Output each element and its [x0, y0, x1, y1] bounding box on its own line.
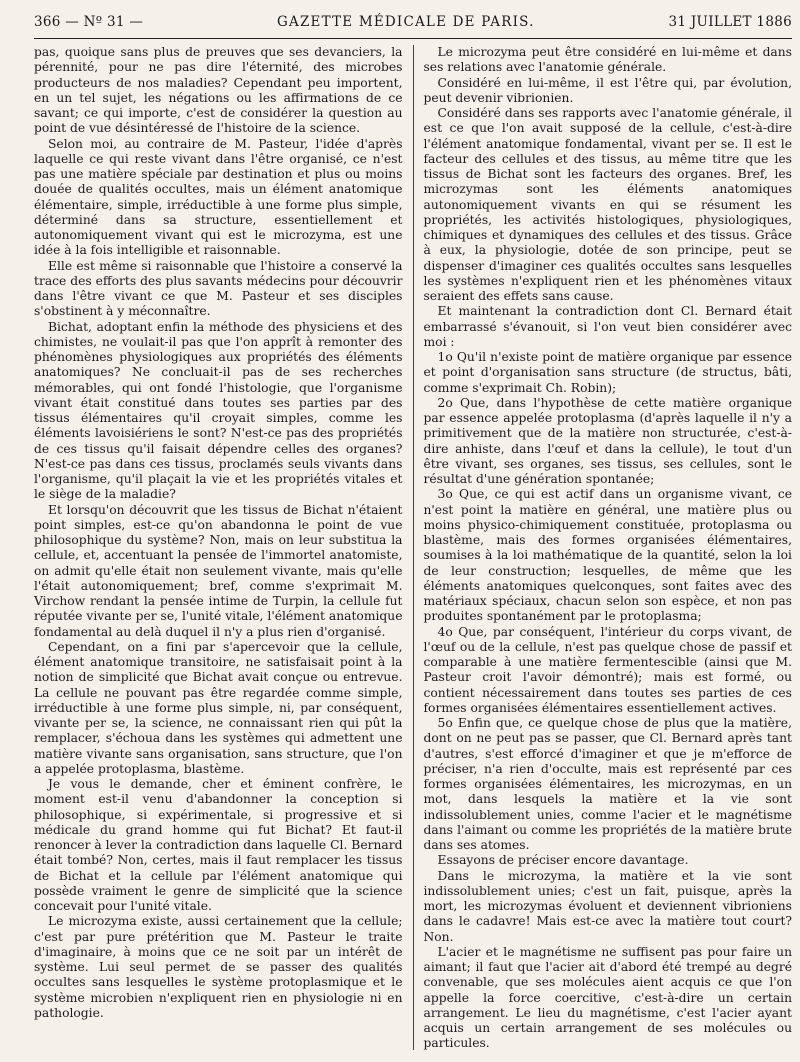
article-columns	[34, 45, 792, 1050]
numbered-point: 4o Que, par conséquent, l'intérieur du corps vivant, de l'œuf ou de la cellule, n'est pas quelque chose de passif et comparable à une matière fermentescible (ainsi que M. Pasteur croit l'avoir démontré); mais est formé, ou contient nécessairement dans toutes ses parties de ces formes organisées élémentaires essentiellement actives.	[423, 624, 792, 715]
paragraph: pas, quoique sans plus de preuves que ses devanciers, la pérennité, pour ne pas dire l'éternité, des microbes producteurs de nos maladies? Cependant peu importent, en un tel sujet, les négations ou les affirmations de ce savant; ce qui importe, c'est de considérer la question au point de vue désintéressé de l'histoire de la science.	[34, 45, 403, 136]
paragraph: Je vous le demande, cher et éminent confrère, le moment est-il venu d'abandonner la conception si philosophique, si expérimentale, si progressive et si médicale du grand homme qui fut Bichat? Et faut-il renoncer à lever la contradiction dans laquelle Cl. Bernard était tombé? Non, certes, mais il faut remplacer les tissus de Bichat et la cellule par l'élément anatomique qui possède vraiment le genre de simplicité que la science concevait pour l'unité vitale.	[34, 777, 403, 913]
numbered-point: 2o Que, dans l'hypothèse de cette matière organique par essence appelée protoplasma (d'après laquelle il n'y a primitivement que de la matière non structurée, c'est-à-dire anhiste, dans l'œuf et dans la cellule), le tout d'un être vivant, ses organes, ses tissus, ses cellules, sont le résultat d'une génération spontanée;	[423, 395, 792, 486]
paragraph: Et lorsqu'on découvrit que les tissus de Bichat n'étaient point simples, est-ce qu'on abandonna le point de vue philosophique du système? Non, mais on leur substitua la cellule, et, accentuant la pensée de l'immortel anatomiste, on admit qu'elle était non seulement vivante, mais qu'elle l'était autonomiquement; bref, comme s'exprimait M. Virchow rendant la pensée intime de Turpin, la cellule fut réputée vivante per se, l'unité vitale, l'élément anatomique fondamental au delà duquel il n'y a plus rien d'organisé.	[34, 502, 403, 639]
left-column	[34, 45, 403, 1050]
paragraph: L'acier et le magnétisme ne suffisent pas pour faire un aimant; il faut que l'acier ait d'abord été trempé au degré convenable, que ses molécules aient acquis ce que l'on appelle la force coercitive, c'est-à-dire un certain arrangement. Le lieu du magnétisme, c'est l'acier ayant acquis un certain arrangement de ses molécules ou particules.	[423, 944, 792, 1050]
paragraph: Bichat, adoptant enfin la méthode des physiciens et des chimistes, ne voulait-il pas que l'on apprît à remonter des phénomènes physiologiques aux propriétés des éléments anatomiques? Ne concluait-il pas de ses recherches mémorables, qui ont fondé l'histologie, que l'organisme vivant était constitué dans toutes ses parties par des tissus élémentaires qu'il croyait simples, comme les éléments lavoisiériens le sont? N'est-ce pas des propriétés de ces tissus qu'il faisait dépendre celles des organes? N'est-ce pas dans ces tissus, proclamés seuls vivants dans l'organisme, qu'il plaçait la vie et les propriétés vitales et le siège de la maladie?	[34, 319, 403, 502]
paragraph: Elle est même si raisonnable que l'histoire a conservé la trace des efforts des plus savants médecins pour découvrir dans l'être vivant ce que M. Pasteur et ses disciples s'obstinent à y méconnaître.	[34, 258, 403, 319]
numbered-point: 5o Enfin que, ce quelque chose de plus que la matière, dont on ne peut pas se passer, que Cl. Bernard après tant d'autres, s'est efforcé d'imaginer et que je m'efforce de préciser, n'a rien d'occulte, mais est représenté par ces formes organisées élémentaires, les microzymas, en un mot, dans lesquels la matière et la vie sont indissolublement unies, comme l'acier et le magnétisme dans l'aimant ou comme les propriétés de la matière brute dans ses atomes.	[423, 716, 792, 852]
paragraph: Selon moi, au contraire de M. Pasteur, l'idée d'après laquelle ce qui reste vivant dans l'être organisé, ce n'est pas une matière spéciale par destination et plus ou moins douée de qualités occultes, mais un élément anatomique élémentaire, simple, irréductible à une forme plus simple, déterminé dans sa structure, essentiellement et autonomiquement vivant qui est le microzyma, est une idée à la fois intelligible et raisonnable.	[34, 136, 403, 258]
numbered-point: 1o Qu'il n'existe point de matière organique par essence et point d'organisation sans structure (de structus, bâti, comme s'exprimait Ch. Robin);	[423, 350, 792, 395]
numbered-point: 3o Que, ce qui est actif dans un organisme vivant, ce n'est point la matière en général, une matière plus ou moins physico-chimiquement constituée, protoplasma ou blastème, mais des formes organisées élémentaires, soumises à la loi mathématique de la quantité, selon la loi de leur construction; lesquelles, de même que les éléments anatomiques quelconques, sont faites avec des matériaux spéciaux, chacun selon son espèce, et non pas produites spontanément par le protoplasma;	[423, 487, 792, 624]
paragraph: Cependant, on a fini par s'apercevoir que la cellule, élément anatomique transitoire, ne satisfaisait point à la notion de simplicité que Bichat avait conçue ou entrevue. La cellule ne pouvant pas être regardée comme simple, irréductible à une forme plus simple, ni, par conséquent, vivante per se, la science, ne connaissant rien qui pût la remplacer, s'échoua dans les systèmes qui admettent une matière vivante sans organisation, sans structure, que l'on a appelée protoplasma, blastème.	[34, 639, 403, 776]
issue-date: 31 JUILLET 1886	[668, 14, 792, 30]
paragraph: Et maintenant la contradiction dont Cl. Bernard était embarrassé s'évanouit, si l'on veut bien considérer avec moi :	[423, 304, 792, 349]
paragraph: Le microzyma peut être considéré en lui-même et dans ses relations avec l'anatomie générale.	[423, 45, 792, 75]
paragraph: Considéré dans ses rapports avec l'anatomie générale, il est ce que l'on avait supposé de la cellule, c'est-à-dire l'élément anatomique fondamental, vivant per se. Il est le facteur des cellules et des tissus, au même titre que les tissus de Bichat sont les facteurs des organes. Bref, les microzymas sont les éléments anatomiques autonomiquement vivants en qui se résument les propriétés, les activités histologiques, physiologiques, chimiques et dynamiques des cellules et des tissus. Grâce à eux, la physiologie, dotée de son principe, peut se dispenser d'imaginer ces qualités occultes sans lesquelles les systèmes n'expliquent rien et les phénomènes vitaux seraient des effets sans cause.	[423, 106, 792, 303]
right-column	[413, 45, 793, 1050]
page-header	[34, 14, 792, 39]
paragraph: Considéré en lui-même, il est l'être qui, par évolution, peut devenir vibrionien.	[423, 75, 792, 105]
page-number: 366 — Nº 31 —	[34, 14, 144, 30]
paragraph: Le microzyma existe, aussi certainement que la cellule; c'est par pure prétérition que M. Pasteur le traite d'imaginaire, à moins que ce ne soit par un intérêt de système. Lui seul permet de se passer des qualités occultes sans lesquelles le système protoplasmique et le système microbien n'expliquent rien en physiologie ni en pathologie.	[34, 914, 403, 1020]
paragraph: Dans le microzyma, la matière et la vie sont indissolublement unies; c'est un fait, puisque, après la mort, les microzymas évoluent et deviennent vibrioniens dans le cadavre! Mais est-ce avec la matière tout court? Non.	[423, 868, 792, 944]
paragraph: Essayons de préciser encore davantage.	[437, 853, 689, 868]
journal-title: GAZETTE MÉDICALE DE PARIS.	[277, 14, 535, 30]
